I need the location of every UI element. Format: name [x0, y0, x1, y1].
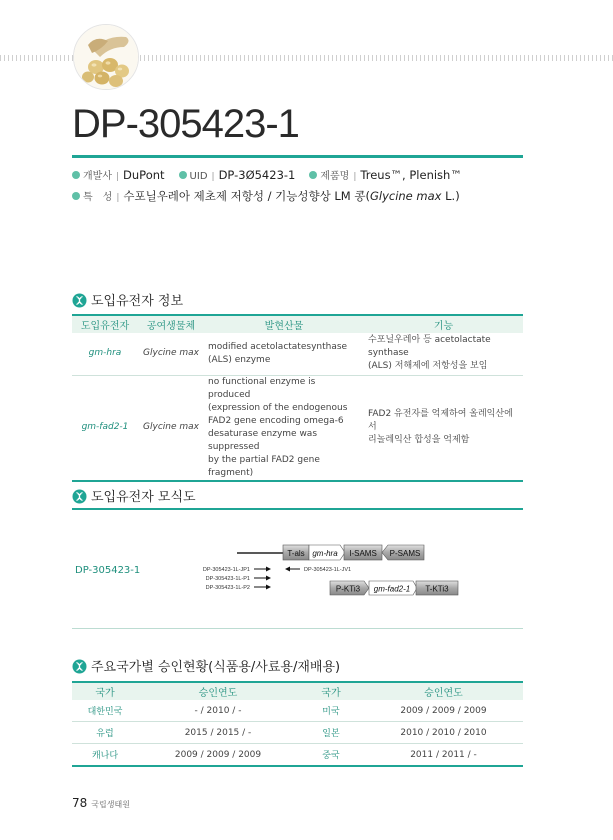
country-cell: 미국	[298, 700, 364, 722]
table-header-row	[72, 315, 523, 333]
footer-publisher: 국립생태원	[91, 800, 130, 809]
column-header: 기능	[364, 315, 523, 333]
developer-label: 개발사	[83, 171, 112, 182]
expression-product: no functional enzyme is produced (expression of the endogenous FAD2 gene encoding omega-6 desaturase enzyme was suppressed by the partial FAD2 gene fragment)	[204, 375, 364, 481]
country-cell: 캐나다	[72, 744, 138, 767]
approval-year-cell: 2010 / 2010 / 2010	[364, 722, 523, 744]
event-label: DP-305423-1	[75, 565, 141, 576]
column-header: 승인연도	[364, 682, 523, 700]
gene-name: gm-hra	[72, 333, 138, 375]
gene-info-table	[72, 314, 523, 482]
svg-text:T-KTi3: T-KTi3	[425, 584, 449, 594]
page-footer	[72, 792, 130, 811]
column-header: 발현산물	[204, 315, 364, 333]
meta-line-2: 특 성 | 수포닐우레아 제초제 저항성 / 기능성향상 LM 콩(Glycine max L.)	[72, 188, 460, 204]
svg-text:gm-fad2-1: gm-fad2-1	[373, 584, 411, 594]
svg-text:DP-305423-1L-JV1: DP-305423-1L-JV1	[304, 567, 352, 573]
product-label: 제품명	[320, 171, 350, 182]
country-cell: 중국	[298, 744, 364, 767]
primer-forward-2	[206, 576, 271, 583]
svg-text:DP-305423-1L-P2: DP-305423-1L-P2	[205, 585, 250, 591]
svg-text:DP-305423-1L-JP1: DP-305423-1L-JP1	[202, 567, 250, 573]
bullet-dot-icon	[179, 171, 187, 179]
country-cell: 대한민국	[72, 700, 138, 722]
svg-text:P-SAMS: P-SAMS	[389, 549, 421, 558]
svg-text:P-KTi3: P-KTi3	[335, 584, 361, 594]
element-i-sams	[344, 545, 382, 560]
column-header: 승인연도	[138, 682, 298, 700]
soybean-illustration	[74, 25, 138, 89]
column-header: 공여생물체	[138, 315, 204, 333]
donor-organism: Glycine max	[138, 375, 204, 481]
diagram-top-rule	[72, 508, 523, 510]
uid-label: UID	[189, 171, 208, 182]
element-t-kti3	[416, 581, 458, 595]
column-header: 국가	[72, 682, 138, 700]
svg-text:DP-305423-1L-P1: DP-305423-1L-P1	[205, 576, 250, 582]
gene-function: FAD2 유전자를 억제하여 올레익산에서 리놀레익산 합성을 억제함	[364, 375, 523, 481]
section-heading-approval	[72, 656, 340, 678]
element-gm-fad2-1	[369, 581, 417, 595]
section-heading-text: 도입유전자 정보	[91, 294, 184, 309]
section-heading-genes	[72, 290, 183, 312]
element-p-kti3	[330, 581, 369, 595]
column-header: 도입유전자	[72, 315, 138, 333]
donor-organism: Glycine max	[138, 333, 204, 375]
title-underline	[72, 155, 523, 158]
page-number: 78	[72, 796, 88, 810]
diagram-bottom-rule	[72, 628, 523, 629]
column-header: 국가	[298, 682, 364, 700]
section-heading-diagram	[72, 486, 196, 508]
primer-forward-3	[206, 585, 271, 592]
expression-product: modified acetolactatesynthase (ALS) enzyme	[204, 333, 364, 375]
country-cell: 유럽	[72, 722, 138, 744]
approval-table	[72, 681, 523, 767]
approval-year-cell: 2009 / 2009 / 2009	[364, 700, 523, 722]
primer-forward-1	[203, 567, 271, 574]
element-p-sams	[382, 545, 424, 560]
meta-line-1: 개발사 | DuPont UID | DP-3Ø5423-1 제품명 | Treus™, Plenish™	[72, 167, 462, 182]
table-row	[72, 744, 523, 767]
approval-year-cell: 2015 / 2015 / -	[138, 722, 298, 744]
svg-text:T-als: T-als	[287, 549, 305, 558]
product-value: Treus™, Plenish™	[360, 168, 462, 182]
soybean-photo	[73, 24, 139, 90]
svg-text:gm-hra: gm-hra	[312, 549, 338, 558]
dna-badge-icon	[72, 293, 87, 312]
gene-construct-diagram	[180, 530, 460, 610]
country-cell: 일본	[298, 722, 364, 744]
bullet-dot-icon	[72, 192, 80, 200]
gene-name: gm-fad2-1	[72, 375, 138, 481]
table-row	[72, 375, 523, 481]
dna-badge-icon	[72, 489, 87, 508]
element-t-als	[283, 545, 309, 560]
approval-year-cell: - / 2010 / -	[138, 700, 298, 722]
feature-label: 특 성	[83, 192, 113, 203]
table-row	[72, 700, 523, 722]
feature-value: 수포닐우레아 제초제 저항성 / 기능성향상 LM 콩(Glycine max L.)	[123, 189, 460, 203]
primer-reverse-1	[285, 567, 351, 574]
bullet-dot-icon	[309, 171, 317, 179]
section-heading-text: 도입유전자 모식도	[91, 490, 196, 505]
svg-text:I-SAMS: I-SAMS	[349, 549, 377, 558]
developer-value: DuPont	[123, 168, 165, 182]
approval-year-cell: 2009 / 2009 / 2009	[138, 744, 298, 767]
gene-function: 수포닐우레아 등 acetolactate synthase (ALS) 저해제에 저항성을 보임	[364, 333, 523, 375]
dna-badge-icon	[72, 659, 87, 678]
approval-year-cell: 2011 / 2011 / -	[364, 744, 523, 767]
table-row	[72, 722, 523, 744]
table-row	[72, 333, 523, 375]
element-gm-hra	[309, 545, 345, 560]
page-title: DP-305423-1	[72, 102, 299, 146]
bullet-dot-icon	[72, 171, 80, 179]
uid-value: DP-3Ø5423-1	[218, 168, 296, 182]
section-heading-text: 주요국가별 승인현황(식품용/사료용/재배용)	[91, 660, 341, 675]
table-header-row	[72, 682, 523, 700]
